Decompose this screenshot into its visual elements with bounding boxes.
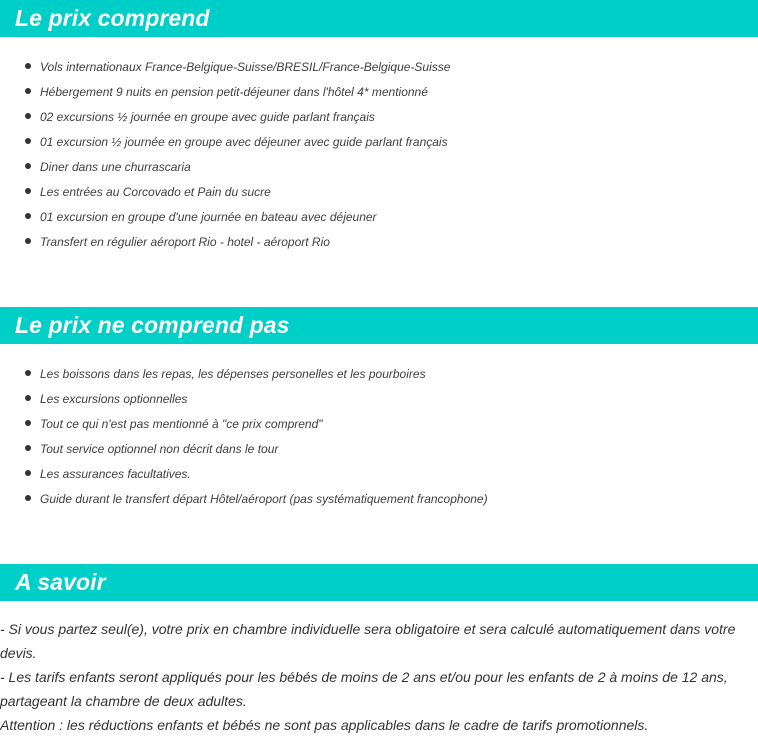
bullet-icon xyxy=(25,445,31,451)
bullet-icon xyxy=(25,138,31,144)
list-item xyxy=(0,229,758,254)
bullet-icon xyxy=(25,495,31,501)
list-item-text: Les excursions optionnelles xyxy=(40,391,188,406)
section-header-prix-comprend xyxy=(0,0,758,37)
list-item-text: Vols internationaux France-Belgique-Suisse/BRESIL/France-Belgique-Suisse xyxy=(40,59,451,74)
list-item-text: Hébergement 9 nuits en pension petit-déjeuner dans l'hôtel 4* mentionné xyxy=(40,84,428,99)
list-item-text: Les boissons dans les repas, les dépenses personelles et les pourboires xyxy=(40,366,426,381)
list-item-text: Les assurances facultatives. xyxy=(40,466,191,481)
section-spacer xyxy=(0,254,758,307)
section-header-prix-ne-comprend-pas xyxy=(0,307,758,344)
info-paragraph: - Les tarifs enfants seront appliqués pour les bébés de moins de 2 ans et/ou pour les enfants de 2 à moins de 12 ans, partageant la chambre de deux adultes. xyxy=(0,669,728,709)
list-item xyxy=(0,411,758,436)
bullet-icon xyxy=(25,213,31,219)
list-item xyxy=(0,79,758,104)
section-a-savoir xyxy=(0,564,758,737)
info-paragraph: - Si vous partez seul(e), votre prix en chambre individuelle sera obligatoire et sera calculé automatiquement dans votre devis. xyxy=(0,621,736,661)
list-item xyxy=(0,486,758,511)
bullet-icon xyxy=(25,420,31,426)
list-item-text: Transfert en régulier aéroport Rio - hotel - aéroport Rio xyxy=(40,234,330,249)
list-item-text: Tout ce qui n'est pas mentionné à "ce prix comprend" xyxy=(40,416,323,431)
section-spacer xyxy=(0,511,758,564)
list-item-text: Les entrées au Corcovado et Pain du sucre xyxy=(40,184,271,199)
list-item-text: 02 excursions ½ journée en groupe avec guide parlant français xyxy=(40,109,375,124)
a-savoir-text-block xyxy=(0,601,758,737)
section-prix-comprend xyxy=(0,0,758,254)
list-item-text: 01 excursion ½ journée en groupe avec déjeuner avec guide parlant français xyxy=(40,134,448,149)
list-item xyxy=(0,104,758,129)
section-title: A savoir xyxy=(15,569,106,595)
list-item-text: Diner dans une churrascaria xyxy=(40,159,191,174)
bullet-icon xyxy=(25,113,31,119)
included-list-container xyxy=(0,37,758,254)
bullet-icon xyxy=(25,470,31,476)
excluded-list-container xyxy=(0,344,758,511)
bullet-icon xyxy=(25,370,31,376)
section-title: Le prix ne comprend pas xyxy=(15,312,290,338)
bullet-icon xyxy=(25,163,31,169)
list-item xyxy=(0,154,758,179)
list-item xyxy=(0,436,758,461)
list-item xyxy=(0,386,758,411)
section-header-a-savoir xyxy=(0,564,758,601)
list-item xyxy=(0,461,758,486)
bullet-icon xyxy=(25,63,31,69)
section-title: Le prix comprend xyxy=(15,5,210,31)
section-prix-ne-comprend-pas xyxy=(0,307,758,511)
list-item xyxy=(0,204,758,229)
bullet-icon xyxy=(25,238,31,244)
list-item xyxy=(0,361,758,386)
list-item-text: Guide durant le transfert départ Hôtel/aéroport (pas systématiquement francophone) xyxy=(40,491,488,506)
excluded-list xyxy=(0,361,758,511)
list-item-text: Tout service optionnel non décrit dans le tour xyxy=(40,441,279,456)
info-paragraph: Attention : les réductions enfants et bébés ne sont pas applicables dans le cadre de tarifs promotionnels. xyxy=(0,717,649,733)
list-item xyxy=(0,54,758,79)
bullet-icon xyxy=(25,188,31,194)
included-list xyxy=(0,54,758,254)
bullet-icon xyxy=(25,395,31,401)
list-item xyxy=(0,129,758,154)
bullet-icon xyxy=(25,88,31,94)
list-item-text: 01 excursion en groupe d'une journée en bateau avec déjeuner xyxy=(40,209,377,224)
list-item xyxy=(0,179,758,204)
